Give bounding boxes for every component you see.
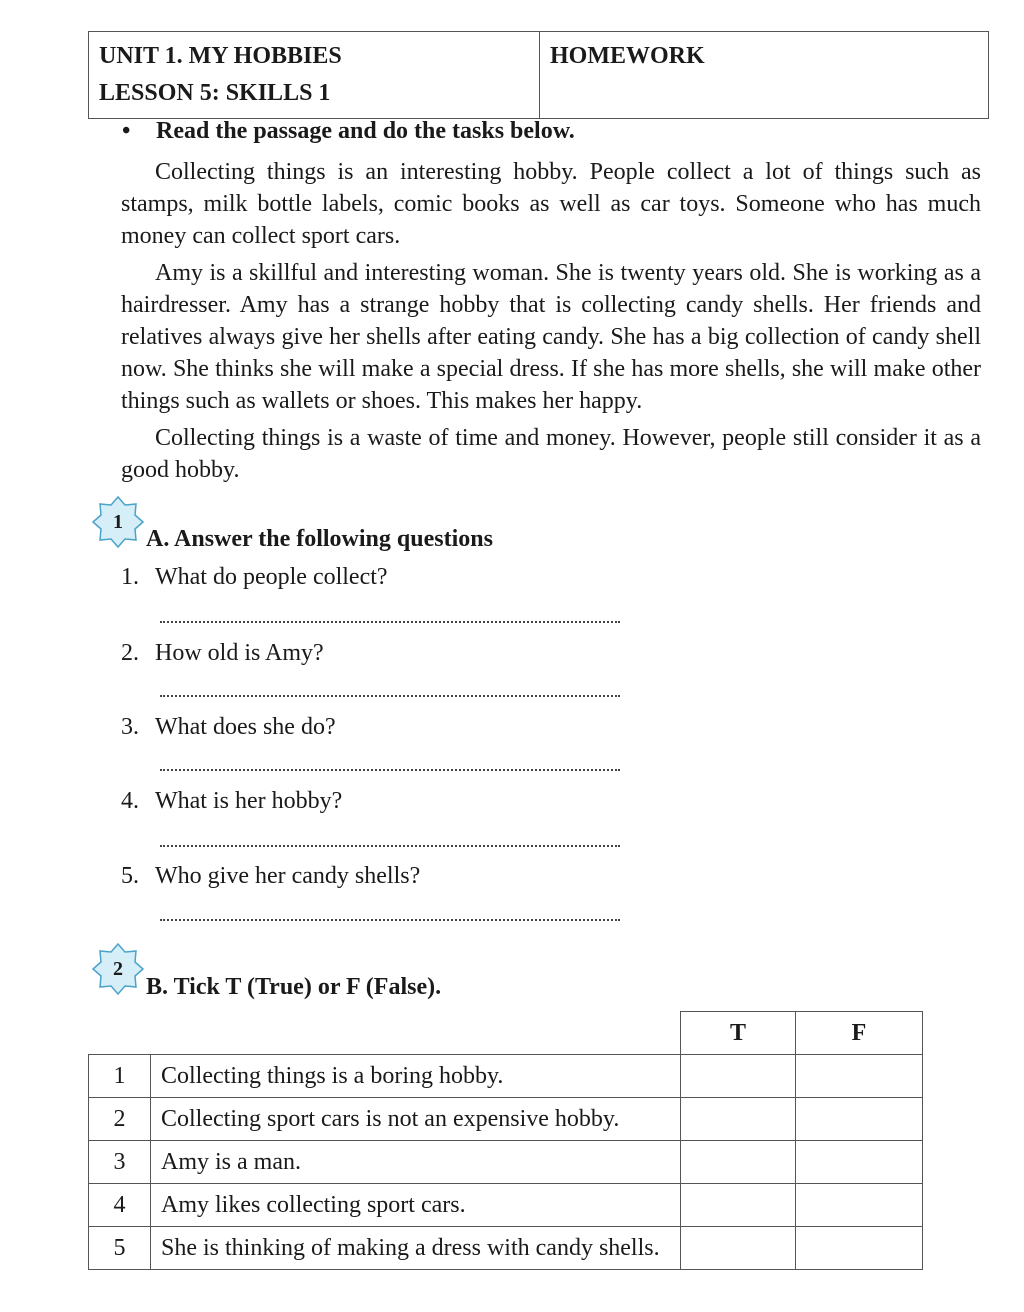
table-row xyxy=(89,1227,923,1270)
question-2 xyxy=(121,640,324,667)
question-number: 2. xyxy=(121,640,139,666)
table-header-row xyxy=(89,1012,923,1055)
question-number: 4. xyxy=(121,788,139,814)
tick-true-cell[interactable] xyxy=(681,1227,796,1270)
tick-false-cell[interactable] xyxy=(796,1227,923,1270)
question-text: What is her hobby? xyxy=(155,788,343,814)
answer-line-3[interactable] xyxy=(160,769,620,771)
statement-text: Amy is a man. xyxy=(151,1141,681,1184)
tick-true-cell[interactable] xyxy=(681,1055,796,1098)
table-row xyxy=(89,1055,923,1098)
question-text: Who give her candy shells? xyxy=(155,863,421,889)
blank-cell xyxy=(151,1012,681,1055)
table-row xyxy=(89,1184,923,1227)
question-number: 5. xyxy=(121,863,139,889)
statement-text: Collecting sport cars is not an expensive hobby. xyxy=(151,1098,681,1141)
tick-false-cell[interactable] xyxy=(796,1184,923,1227)
question-4 xyxy=(121,788,342,815)
header-table xyxy=(88,31,989,119)
tick-true-cell[interactable] xyxy=(681,1184,796,1227)
passage-paragraph-3: Collecting things is a waste of time and money. However, people still consider it as a good hobby. xyxy=(121,425,981,483)
passage-paragraph-1: Collecting things is an interesting hobby. People collect a lot of things such as stamps, milk bottle labels, comic books as well as car toys. Someone who has much money can collect sport cars. xyxy=(121,159,981,249)
tick-false-cell[interactable] xyxy=(796,1055,923,1098)
answer-line-5[interactable] xyxy=(160,919,620,921)
table-row xyxy=(89,1098,923,1141)
passage-paragraph-2: Amy is a skillful and interesting woman. She is twenty years old. She is working as a hairdresser. Amy has a strange hobby that is collecting candy shells. Her friends and relatives always give her shells after eating candy. She has a big collection of candy shell now. She thinks she will make a special dress. If she has more shells, she will make other things such as wallets or shoes. This makes her happy. xyxy=(121,260,981,414)
section-b-badge xyxy=(92,943,144,995)
section-a-badge xyxy=(92,496,144,548)
instruction-text: Read the passage and do the tasks below. xyxy=(156,118,575,144)
section-b-badge-number: 2 xyxy=(113,958,123,980)
tick-false-cell[interactable] xyxy=(796,1141,923,1184)
section-a-badge-number: 1 xyxy=(113,511,123,533)
question-text: What do people collect? xyxy=(155,564,388,590)
section-b-title: B. Tick T (True) or F (False). xyxy=(146,974,442,1000)
bullet-icon: • xyxy=(122,118,131,144)
blank-cell xyxy=(89,1012,151,1055)
column-false-header: F xyxy=(796,1012,923,1055)
unit-title: UNIT 1. MY HOBBIES xyxy=(99,43,342,69)
answer-line-4[interactable] xyxy=(160,845,620,847)
table-row xyxy=(89,1141,923,1184)
question-5 xyxy=(121,863,420,890)
lesson-title: LESSON 5: SKILLS 1 xyxy=(99,80,331,106)
question-1 xyxy=(121,564,388,591)
row-number: 2 xyxy=(89,1098,151,1141)
question-number: 3. xyxy=(121,714,139,740)
statement-text: Collecting things is a boring hobby. xyxy=(151,1055,681,1098)
instruction xyxy=(122,118,575,145)
tick-true-cell[interactable] xyxy=(681,1098,796,1141)
reading-passage xyxy=(121,156,981,491)
question-3 xyxy=(121,714,336,741)
tick-true-cell[interactable] xyxy=(681,1141,796,1184)
answer-line-1[interactable] xyxy=(160,621,620,623)
answer-line-2[interactable] xyxy=(160,695,620,697)
tick-false-cell[interactable] xyxy=(796,1098,923,1141)
section-a-title: A. Answer the following questions xyxy=(146,526,493,552)
column-true-header: T xyxy=(681,1012,796,1055)
question-number: 1. xyxy=(121,564,139,590)
header-left-cell xyxy=(89,32,540,119)
row-number: 4 xyxy=(89,1184,151,1227)
row-number: 5 xyxy=(89,1227,151,1270)
row-number: 1 xyxy=(89,1055,151,1098)
homework-label: HOMEWORK xyxy=(550,43,705,69)
row-number: 3 xyxy=(89,1141,151,1184)
question-text: What does she do? xyxy=(155,714,336,740)
header-right-cell xyxy=(540,32,989,119)
statement-text: Amy likes collecting sport cars. xyxy=(151,1184,681,1227)
question-text: How old is Amy? xyxy=(155,640,324,666)
statement-text: She is thinking of making a dress with candy shells. xyxy=(151,1227,681,1270)
true-false-table xyxy=(88,1011,923,1270)
